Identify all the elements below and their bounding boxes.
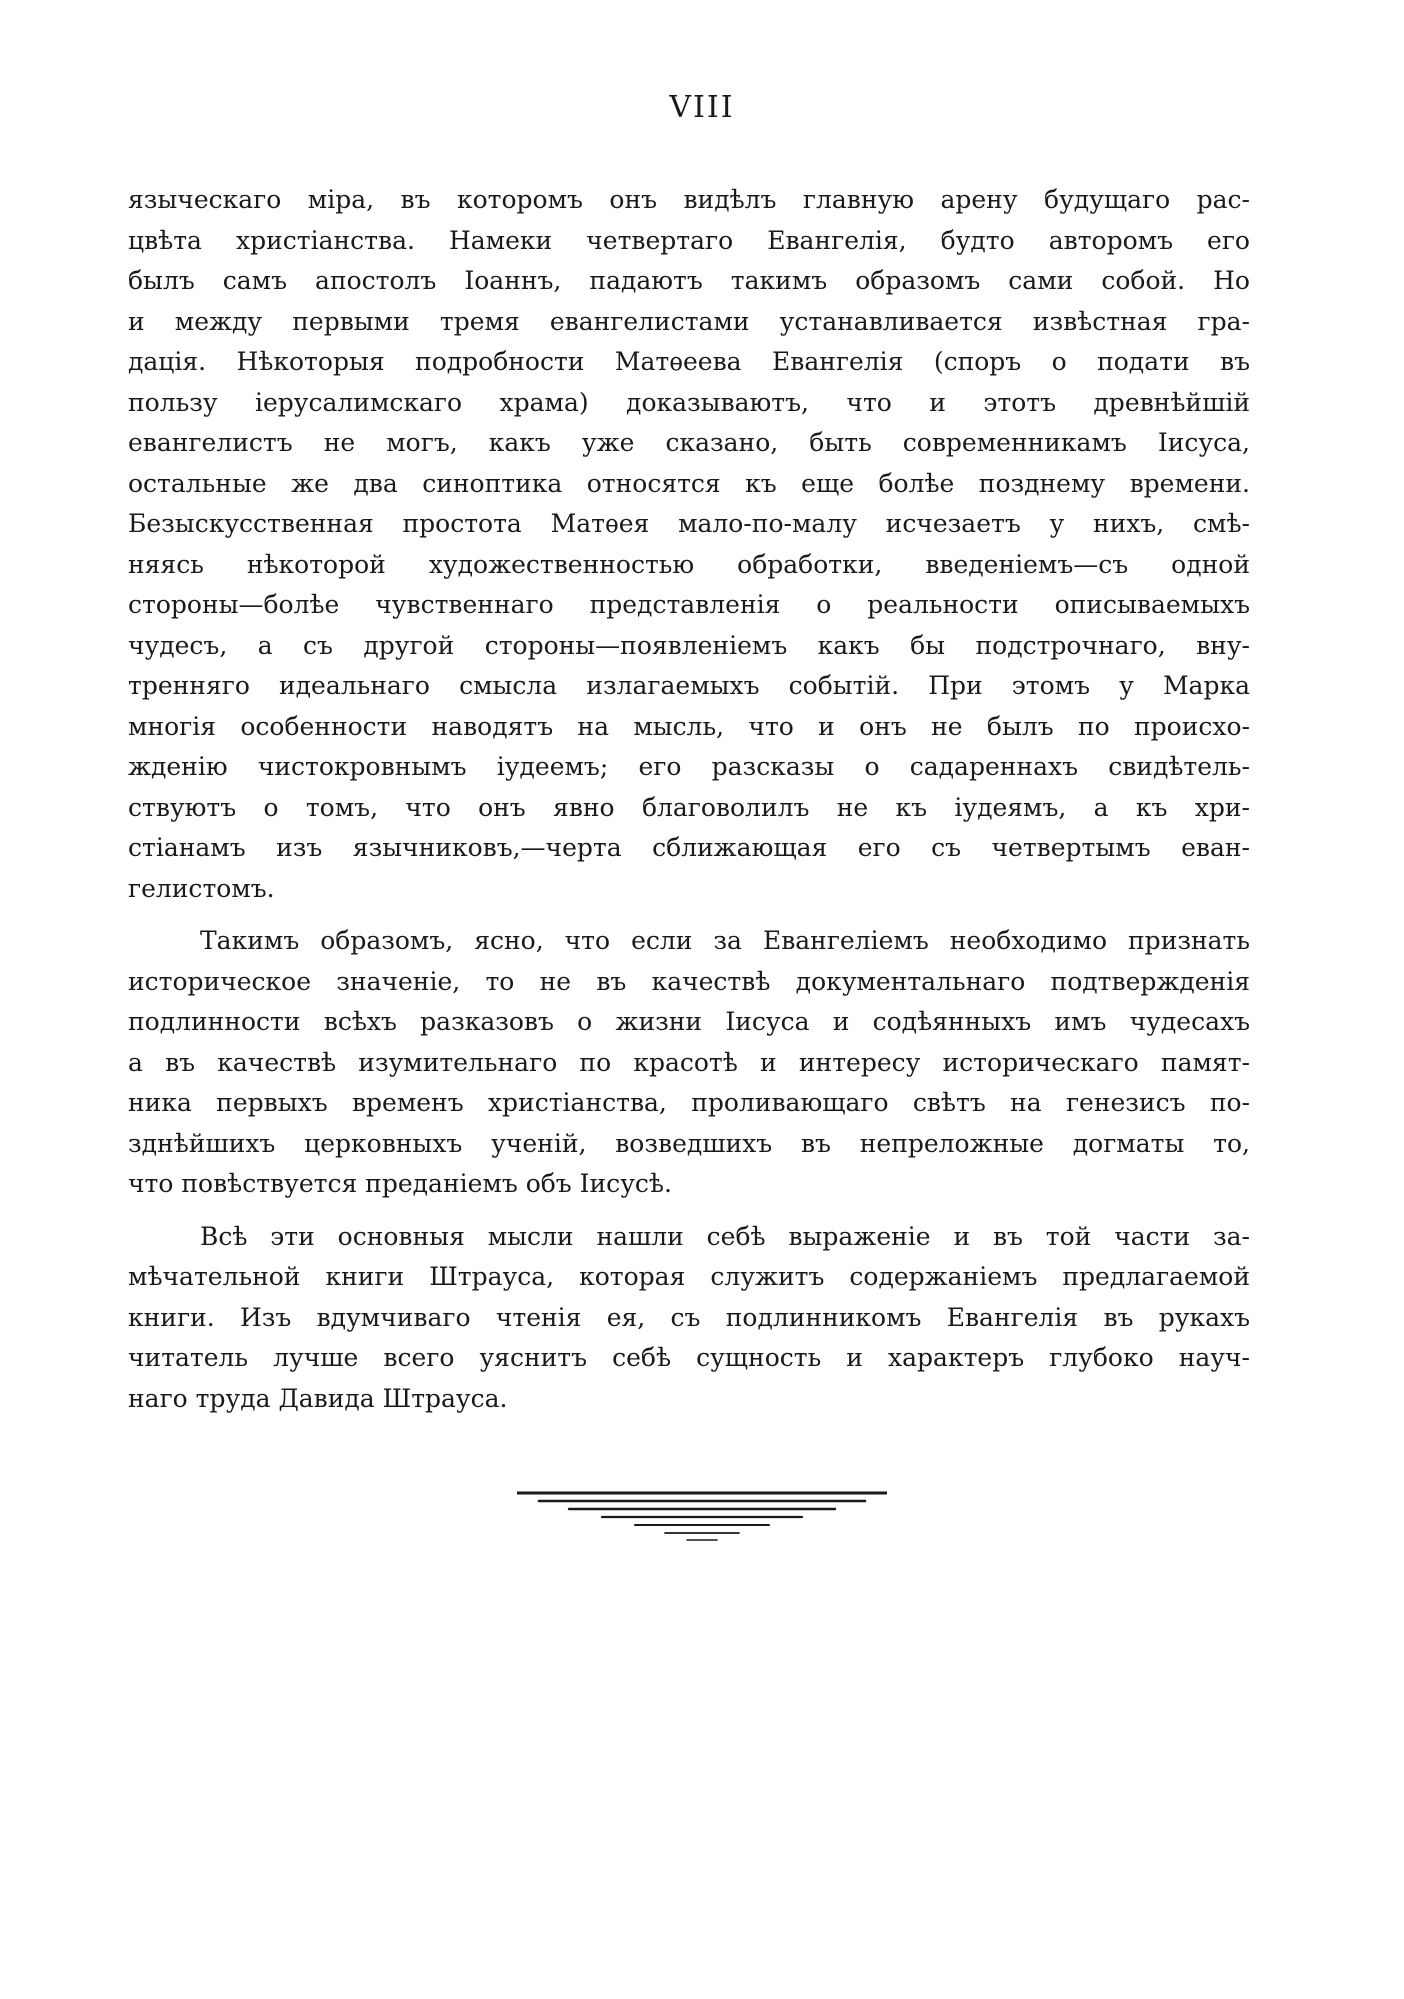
- text-line: Безыскусственная простота Матѳея мало-по-малу исчезаетъ у нихъ, смѣ-: [128, 509, 1250, 538]
- text-line: дація. Нѣкоторыя подробности Матѳеева Евангелія (споръ о подати въ: [128, 347, 1250, 376]
- text-line: Такимъ образомъ, ясно, что если за Евангеліемъ необходимо признать: [200, 926, 1250, 955]
- text-line: историческое значеніе, то не въ качествѣ документальнаго подтвержденія: [128, 966, 1250, 996]
- text-line: подлинности всѣхъ разказовъ о жизни Іисуса и содѣянныхъ имъ чудесахъ: [128, 1007, 1250, 1036]
- text-line: книги. Изъ вдумчиваго чтенія ея, съ подлинникомъ Евангелія въ рукахъ: [128, 1302, 1250, 1332]
- text-line: цвѣта христіанства. Намеки четвертаго Евангелія, будто авторомъ его: [128, 225, 1250, 255]
- text-line: стіанамъ изъ язычниковъ,—черта сближающая его съ четвертымъ еван-: [128, 833, 1250, 862]
- text-line: наго труда Давида Штрауса.: [128, 1383, 508, 1413]
- text-line: читатель лучше всего уяснитъ себѣ сущность и характеръ глубоко науч-: [128, 1343, 1250, 1372]
- text-line: жденію чистокровнымъ іудеемъ; его разсказы о садареннахъ свидѣтель-: [128, 752, 1250, 781]
- text-line: а въ качествѣ изумительнаго по красотѣ и интересу историческаго памят-: [128, 1047, 1250, 1077]
- paragraph-3: [128, 1217, 1250, 1420]
- text-line: евангелистъ не могъ, какъ уже сказано, быть современникамъ Іисуса,: [128, 428, 1250, 457]
- paragraph-2: [128, 921, 1250, 1205]
- text-line: пользу іерусалимскаго храма) доказываютъ, что и этотъ древнѣйшій: [128, 387, 1250, 417]
- text-line: няясь нѣкоторой художественностью обработки, введеніемъ—съ одной: [128, 549, 1250, 579]
- text-line: Всѣ эти основныя мысли нашли себѣ выраженіе и въ той части за-: [200, 1221, 1250, 1251]
- text-line: что повѣствуется преданіемъ объ Іисусѣ.: [128, 1169, 672, 1198]
- text-line: былъ самъ апостолъ Іоаннъ, падаютъ такимъ образомъ сами собой. Но: [128, 266, 1250, 295]
- text-line: зднѣйшихъ церковныхъ ученій, возведшихъ въ непреложные догматы то,: [128, 1128, 1250, 1158]
- text-line: многія особенности наводятъ на мысль, что и онъ не былъ по происхо-: [128, 711, 1250, 741]
- text-line: гелистомъ.: [128, 873, 275, 903]
- text-line: тренняго идеальнаго смысла излагаемыхъ событій. При этомъ у Марка: [128, 671, 1250, 700]
- page-number: VIII: [669, 90, 735, 125]
- text-line: ника первыхъ временъ христіанства, проливающаго свѣтъ на генезисъ по-: [128, 1088, 1250, 1117]
- text-line: мѣчательной книги Штрауса, которая служитъ содержаніемъ предлагаемой: [128, 1262, 1250, 1291]
- text-line: и между первыми тремя евангелистами устанавливается извѣстная гра-: [128, 306, 1250, 336]
- text-line: стороны—болѣе чувственнаго представленія о реальности описываемыхъ: [128, 590, 1250, 619]
- text-line: чудесъ, а съ другой стороны—появленіемъ какъ бы подстрочнаго, вну-: [128, 630, 1250, 660]
- text-line: ствуютъ о томъ, что онъ явно благоволилъ не къ іудеямъ, а къ хри-: [128, 792, 1250, 822]
- text-line: остальные же два синоптика относятся къ еще болѣе позднему времени.: [128, 468, 1250, 498]
- text-line: языческаго міра, въ которомъ онъ видѣлъ главную арену будущаго рас-: [128, 185, 1250, 214]
- paragraph-1: [128, 180, 1250, 909]
- ornament-divider: [517, 1485, 887, 1545]
- body-text: [128, 180, 1250, 1419]
